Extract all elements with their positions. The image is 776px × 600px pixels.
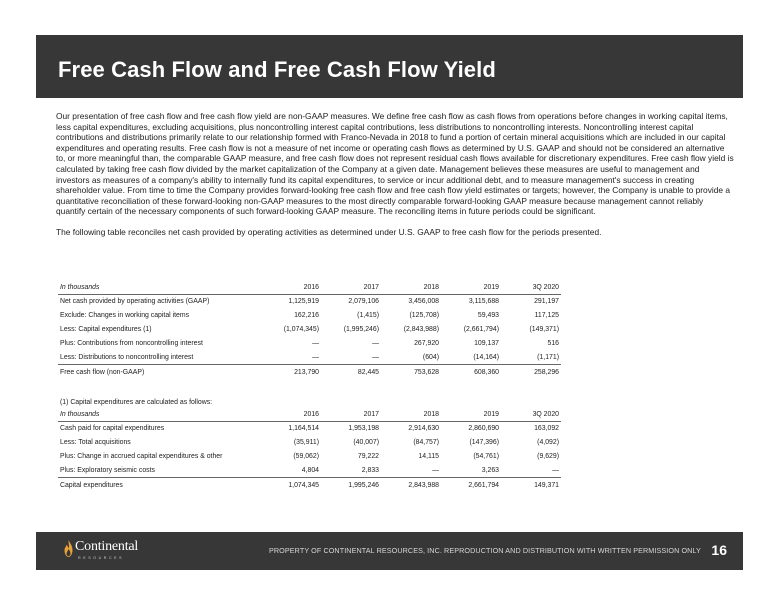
intro-text	[56, 111, 734, 238]
row-label: Less: Total acquisitions	[60, 438, 131, 446]
cell-value: 516	[547, 340, 559, 348]
cell-value: (1,171)	[537, 354, 559, 362]
row-label: Plus: Contributions from noncontrolling interest	[60, 340, 203, 348]
cell-value: (1,995,246)	[343, 325, 379, 333]
table-row	[58, 449, 561, 463]
cell-value: (147,396)	[469, 438, 499, 446]
cell-value: —	[552, 466, 559, 474]
cell-value: 2,860,690	[468, 424, 499, 432]
footnote-label: (1) Capital expenditures are calculated as follows:	[60, 398, 213, 406]
table-note-row	[58, 395, 561, 409]
cell-value: 2,833	[361, 466, 379, 474]
column-header: 2017	[321, 282, 381, 294]
column-header: 2019	[441, 282, 501, 294]
table-row	[58, 435, 561, 449]
cell-value: (1,415)	[357, 311, 379, 319]
total-value: 213,790	[261, 365, 321, 379]
free-cash-flow-table	[58, 282, 561, 379]
cell-value: 109,137	[474, 340, 499, 348]
unit-label: In thousands	[58, 282, 261, 294]
column-header: 2019	[441, 409, 501, 421]
column-header: 2016	[261, 409, 321, 421]
cell-value: 162,216	[294, 311, 319, 319]
column-header: 2018	[381, 409, 441, 421]
cell-value: —	[372, 340, 379, 348]
cell-value: (125,708)	[409, 311, 439, 319]
row-label: Cash paid for capital expenditures	[60, 424, 165, 432]
intro-paragraph: Our presentation of free cash flow and free cash flow yield are non-GAAP measures. We define free cash flow as cash flows from operations before changes in working capital items, less capital expenditures, excluding acquisitions, plus noncontrolling interest capital contributions, less distributions to noncontrolling interests. Noncontrolling interest capital contributions and distributions primarily relate to our relationship formed with Franco-Nevada in 2018 to fund a portion of certain mineral acquisitions which are included in our capital expenditures and operating results. Free cash flow is not a measure of net income or operating cash flows as determined by U.S. GAAP and should not be considered an alternative to, or more meaningful than, the comparable GAAP measure, and free cash flow does not represent residual cash flows available for discretionary expenditures. Free cash flow yield is calculated by taking free cash flow divided by the market capitalization of the Company at a given date. Management believes these measures are useful to management and investors as measures of a company's ability to internally fund its capital expenditures, to service or incur additional debt, and to measure management's success in creating shareholder value. From time to time the Company provides forward-looking free cash flow and free cash flow yield estimates or targets; however, the Company is unable to provide a quantitative reconciliation of these forward-looking non-GAAP measures to the most directly comparable forward-looking GAAP measure because management cannot reliably quantify certain of the necessary components of such forward-looking GAAP measure. The reconciling items in future periods could be significant.	[56, 111, 734, 217]
cell-value: (4,092)	[537, 438, 559, 446]
cell-value: (1,074,345)	[283, 325, 319, 333]
flame-icon	[64, 540, 73, 557]
total-value: 1,074,345	[261, 478, 321, 492]
title-bar	[36, 35, 743, 98]
total-value: 1,995,246	[321, 478, 381, 492]
intro-paragraph-table-lead: The following table reconciles net cash provided by operating activities as determined under U.S. GAAP to free cash flow for the periods presented.	[56, 227, 602, 238]
cell-value: —	[312, 354, 319, 362]
total-label: Capital expenditures	[58, 478, 261, 492]
column-header: 2017	[321, 409, 381, 421]
logo-subtitle: RESOURCES	[78, 556, 125, 560]
total-value: 82,445	[321, 365, 381, 379]
cell-value: —	[432, 466, 439, 474]
cell-value: (604)	[422, 354, 439, 362]
table-total-row	[58, 365, 561, 379]
page-title: Free Cash Flow and Free Cash Flow Yield	[58, 57, 496, 82]
table-row	[58, 421, 561, 435]
table-row	[58, 337, 561, 351]
cell-value: 3,456,008	[408, 297, 439, 305]
table-total-row	[58, 478, 561, 492]
row-label: Less: Capital expenditures (1)	[60, 325, 152, 333]
cell-value: 79,222	[357, 452, 379, 460]
table-row	[58, 294, 561, 308]
cell-value: 1,164,514	[288, 424, 319, 432]
total-label: Free cash flow (non-GAAP)	[58, 365, 261, 379]
total-value: 2,661,794	[441, 478, 501, 492]
table-header-row	[58, 409, 561, 421]
cell-value: (2,661,794)	[463, 325, 499, 333]
cell-value: 3,115,688	[468, 297, 499, 305]
column-header: 2016	[261, 282, 321, 294]
total-value: 2,843,988	[381, 478, 441, 492]
cell-value: 3,263	[481, 466, 499, 474]
cell-value: —	[372, 354, 379, 362]
cell-value: (149,371)	[529, 325, 559, 333]
copyright-notice: PROPERTY OF CONTINENTAL RESOURCES, INC. REPRODUCTION AND DISTRIBUTION WITH WRITTEN PERMISSION ONLY	[269, 546, 701, 555]
cell-value: (59,062)	[293, 452, 319, 460]
table-row	[58, 322, 561, 336]
row-label: Exclude: Changes in working capital items	[60, 311, 190, 319]
cell-value: 14,115	[418, 452, 439, 460]
cell-value: 2,914,630	[408, 424, 439, 432]
total-value: 149,371	[501, 478, 561, 492]
cell-value: —	[312, 340, 319, 348]
slide	[36, 35, 743, 570]
cell-value: (54,761)	[473, 452, 499, 460]
logo-wordmark: Continental	[75, 539, 139, 554]
cell-value: (2,843,988)	[403, 325, 439, 333]
row-label: Net cash provided by operating activities (GAAP)	[60, 297, 210, 305]
table-row	[58, 351, 561, 365]
row-label: Less: Distributions to noncontrolling interest	[60, 354, 194, 362]
column-header: 3Q 2020	[501, 409, 561, 421]
page-number: 16	[711, 542, 727, 558]
unit-label: In thousands	[58, 409, 261, 421]
cell-value: (14,164)	[473, 354, 499, 362]
total-value: 608,360	[441, 365, 501, 379]
column-header: 3Q 2020	[501, 282, 561, 294]
cell-value: (9,629)	[537, 452, 559, 460]
cell-value: (35,911)	[293, 438, 319, 446]
table-row	[58, 464, 561, 478]
cell-value: (40,007)	[353, 438, 379, 446]
cell-value: 1,125,919	[288, 297, 319, 305]
cell-value: 1,953,198	[348, 424, 379, 432]
cell-value: 4,804	[301, 466, 319, 474]
total-value: 753,628	[381, 365, 441, 379]
cell-value: 59,493	[477, 311, 499, 319]
cell-value: 2,079,106	[348, 297, 379, 305]
total-value: 258,296	[501, 365, 561, 379]
footer-bar	[36, 532, 743, 570]
table-header-row	[58, 282, 561, 294]
cell-value: (84,757)	[413, 438, 439, 446]
row-label: Plus: Change in accrued capital expenditures & other	[60, 452, 223, 460]
row-label: Plus: Exploratory seismic costs	[60, 466, 155, 474]
cell-value: 291,197	[534, 297, 559, 305]
capital-expenditures-table	[58, 395, 561, 492]
company-logo	[64, 539, 154, 563]
column-header: 2018	[381, 282, 441, 294]
cell-value: 117,125	[534, 311, 559, 319]
cell-value: 267,920	[414, 340, 439, 348]
cell-value: 163,092	[534, 424, 559, 432]
table-row	[58, 308, 561, 322]
